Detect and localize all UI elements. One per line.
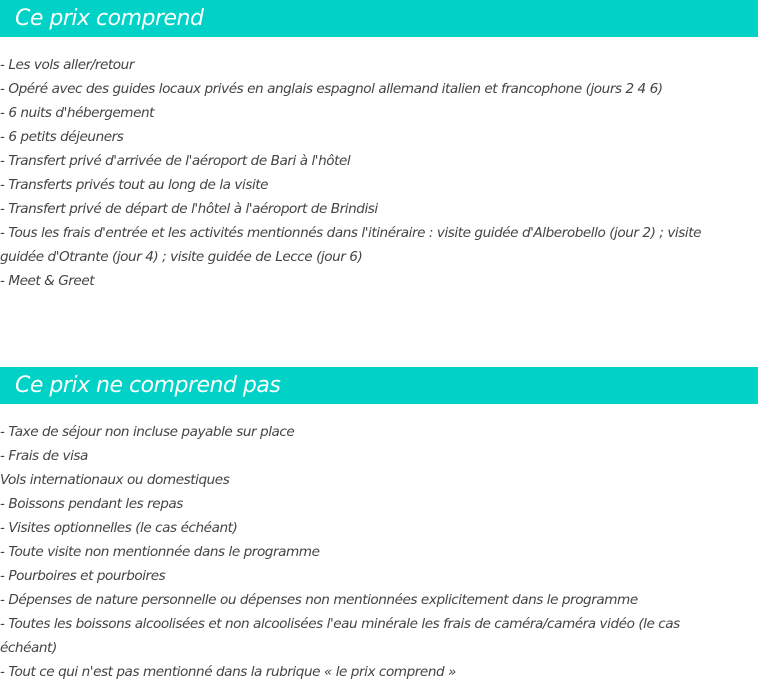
list-item: - Tout ce qui n'est pas mentionné dans la rubrique « le prix comprend » [0,664,456,680]
list-item: - Toutes les boissons alcoolisées et non alcoolisées l'eau minérale les frais de caméra/caméra vidéo (le cas échéant) [0,616,680,656]
list-item: - 6 petits déjeuners [0,129,124,145]
excluded-section-title: Ce prix ne comprend pas [15,373,281,398]
list-item: - Opéré avec des guides locaux privés en anglais espagnol allemand italien et francophone (jours 2 4 6) [0,81,663,97]
list-item: - Taxe de séjour non incluse payable sur place [0,424,295,440]
included-section-title: Ce prix comprend [15,6,204,31]
list-item: - Transfert privé de départ de l'hôtel à l'aéroport de Brindisi [0,201,378,217]
list-item: - Toute visite non mentionnée dans le programme [0,544,320,560]
list-item: - Frais de visa [0,448,88,464]
included-items-list [0,53,740,293]
list-item: - Les vols aller/retour [0,57,134,73]
list-item: - Transferts privés tout au long de la visite [0,177,269,193]
list-item: - Visites optionnelles (le cas échéant) [0,520,238,536]
list-item: - Tous les frais d'entrée et les activités mentionnés dans l'itinéraire : visite guidée d'Alberobello (jour 2) ; visite guidée d'Otrante (jour 4) ; visite guidée de Lecce (jour 6) [0,225,702,265]
included-section-header [0,0,758,37]
list-item: - Boissons pendant les repas [0,496,183,512]
excluded-section-header [0,367,758,404]
list-item: - 6 nuits d'hébergement [0,105,155,121]
excluded-items-list [0,420,740,684]
list-item: - Pourboires et pourboires [0,568,166,584]
list-item: - Meet & Greet [0,273,95,289]
list-item: - Transfert privé d'arrivée de l'aéroport de Bari à l'hôtel [0,153,351,169]
list-item: Vols internationaux ou domestiques [0,472,230,488]
list-item: - Dépenses de nature personnelle ou dépenses non mentionnées explicitement dans le programme [0,592,638,608]
